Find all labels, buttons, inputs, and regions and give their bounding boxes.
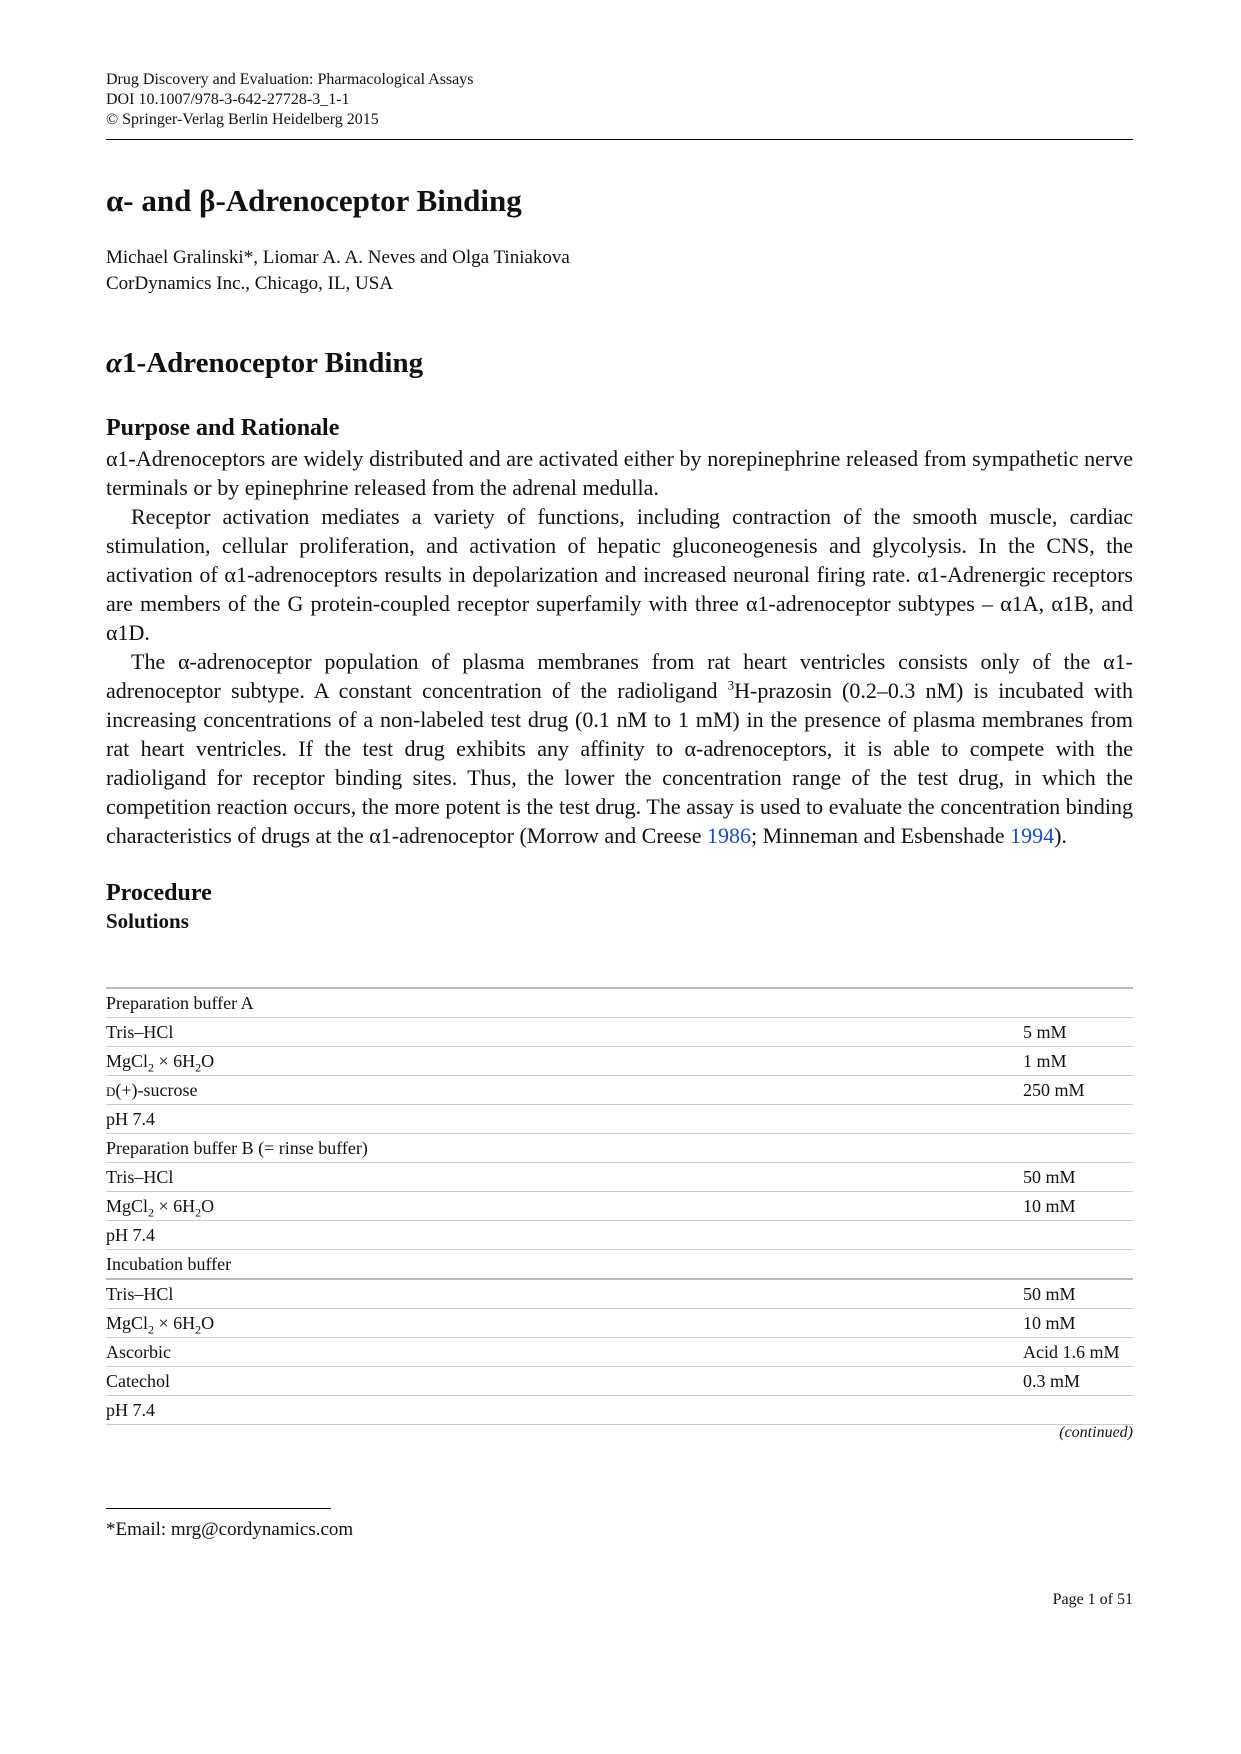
chapter-title: α- and β-Adrenoceptor Binding bbox=[106, 183, 522, 218]
book-title: Drug Discovery and Evaluation: Pharmacological Assays bbox=[106, 71, 474, 88]
doi: DOI 10.1007/978-3-642-27728-3_1-1 bbox=[106, 91, 350, 108]
section-heading bbox=[106, 347, 1133, 380]
alpha-symbol: α bbox=[106, 347, 123, 379]
row-name: pH 7.4 bbox=[106, 1400, 155, 1420]
table-row bbox=[106, 1047, 1133, 1076]
solutions-table bbox=[106, 987, 1133, 1425]
reference-link[interactable]: 1994 bbox=[1010, 823, 1055, 848]
purpose-heading: Purpose and Rationale bbox=[106, 415, 340, 441]
continued-note: (continued) bbox=[1059, 1424, 1133, 1441]
table-row bbox=[106, 1309, 1133, 1338]
table-row bbox=[106, 1250, 1133, 1280]
header-rule bbox=[106, 139, 1133, 140]
row-name: Catechol bbox=[106, 1371, 170, 1391]
paragraph: The α-adrenoceptor population of plasma membranes from rat heart ventricles consists only of the α1-adrenoceptor subtype. A constant concentration of the radioligand $^3$H-prazosin (0.2–0.3 nM) is incubated with increasing concentrations of a non-labeled test drug (0.1 nM to 1 mM) in the presence of plasma membranes from rat heart ventricles. If the test drug exhibits any affinity to α-adrenoceptors, it is able to compete with the radioligand for receptor binding sites. Thus, the lower the concentration range of the test drug, in which the competition reaction occurs, the more potent is the test drug. The assay is used to evaluate the concentration binding characteristics of drugs at the α1-adrenoceptor (Morrow and Creese 1986; Minneman and Esbenshade 1994). bbox=[106, 649, 1134, 848]
row-name: pH 7.4 bbox=[106, 1109, 155, 1129]
row-name: Tris–HCl bbox=[106, 1284, 174, 1304]
table-row bbox=[106, 1134, 1133, 1163]
row-value: 50 mM bbox=[1023, 1167, 1076, 1187]
paragraph: α1-Adrenoceptors are widely distributed and are activated either by norepinephrine released from sympathetic nerve terminals or by epinephrine released from the adrenal medulla. bbox=[106, 446, 1133, 500]
table-row bbox=[106, 1163, 1133, 1192]
section-title: 1-Adrenoceptor Binding bbox=[122, 347, 424, 379]
footnote-rule bbox=[106, 1508, 331, 1509]
solutions-heading: Solutions bbox=[106, 909, 189, 933]
table-row bbox=[106, 1280, 1133, 1309]
paragraph: Receptor activation mediates a variety of functions, including contraction of the smooth muscle, cardiac stimulation, cellular proliferation, and activation of hepatic gluconeogenesis and glycolysis. In the CNS, the activation of α1-adrenoceptors results in depolarization and increased neuronal firing rate. α1-Adrenergic receptors are members of the G protein-coupled receptor superfamily with three α1-adrenoceptor subtypes – α1A, α1B, and α1D. bbox=[106, 504, 1133, 645]
row-value: 10 mM bbox=[1023, 1313, 1076, 1333]
row-value: 10 mM bbox=[1023, 1196, 1076, 1216]
table-row bbox=[106, 1018, 1133, 1047]
table-row bbox=[106, 1105, 1133, 1134]
table-row bbox=[106, 1221, 1133, 1250]
row-name: MgCl$_2$ × $6H_2O$ bbox=[106, 1196, 215, 1220]
row-value: Acid 1.6 mM bbox=[1023, 1342, 1120, 1362]
row-value: 250 mM bbox=[1023, 1080, 1085, 1100]
row-name: pH 7.4 bbox=[106, 1225, 155, 1245]
row-name: Preparation buffer A bbox=[106, 993, 254, 1013]
reference-link[interactable]: 1986 bbox=[707, 823, 752, 848]
row-name: MgCl$_2$ × $6H_2O$ bbox=[106, 1051, 215, 1075]
body-text bbox=[106, 412, 1133, 934]
row-value: 5 mM bbox=[1023, 1022, 1067, 1042]
row-value: 0.3 mM bbox=[1023, 1371, 1081, 1391]
procedure-heading: Procedure bbox=[106, 880, 212, 906]
row-name: MgCl$_2$ × $6H_2O$ bbox=[106, 1313, 215, 1337]
row-name: d(+)-sucrose bbox=[106, 1080, 198, 1100]
row-value: 1 mM bbox=[1023, 1051, 1067, 1071]
table-row bbox=[106, 1192, 1133, 1221]
table-row bbox=[106, 1076, 1133, 1105]
copyright: © Springer-Verlag Berlin Heidelberg 2015 bbox=[106, 111, 379, 128]
row-value: 50 mM bbox=[1023, 1284, 1076, 1304]
table-row bbox=[106, 1338, 1133, 1367]
row-name: Incubation buffer bbox=[106, 1254, 232, 1274]
author-block bbox=[106, 245, 1133, 297]
footnote-email: *Email: mrg@cordynamics.com bbox=[106, 1519, 354, 1540]
row-name: Preparation buffer B (= rinse buffer) bbox=[106, 1138, 368, 1158]
row-name: Tris–HCl bbox=[106, 1022, 174, 1042]
table-row bbox=[106, 1367, 1133, 1396]
row-name: Ascorbic bbox=[106, 1342, 171, 1362]
table-row bbox=[106, 1396, 1133, 1425]
table-row bbox=[106, 989, 1133, 1018]
running-header bbox=[106, 70, 1133, 130]
row-name: Tris–HCl bbox=[106, 1167, 174, 1187]
authors: Michael Gralinski*, Liomar A. A. Neves and Olga Tiniakova bbox=[106, 247, 570, 268]
affiliation: CorDynamics Inc., Chicago, IL, USA bbox=[106, 273, 394, 294]
page-number: Page 1 of 51 bbox=[1052, 1591, 1133, 1608]
